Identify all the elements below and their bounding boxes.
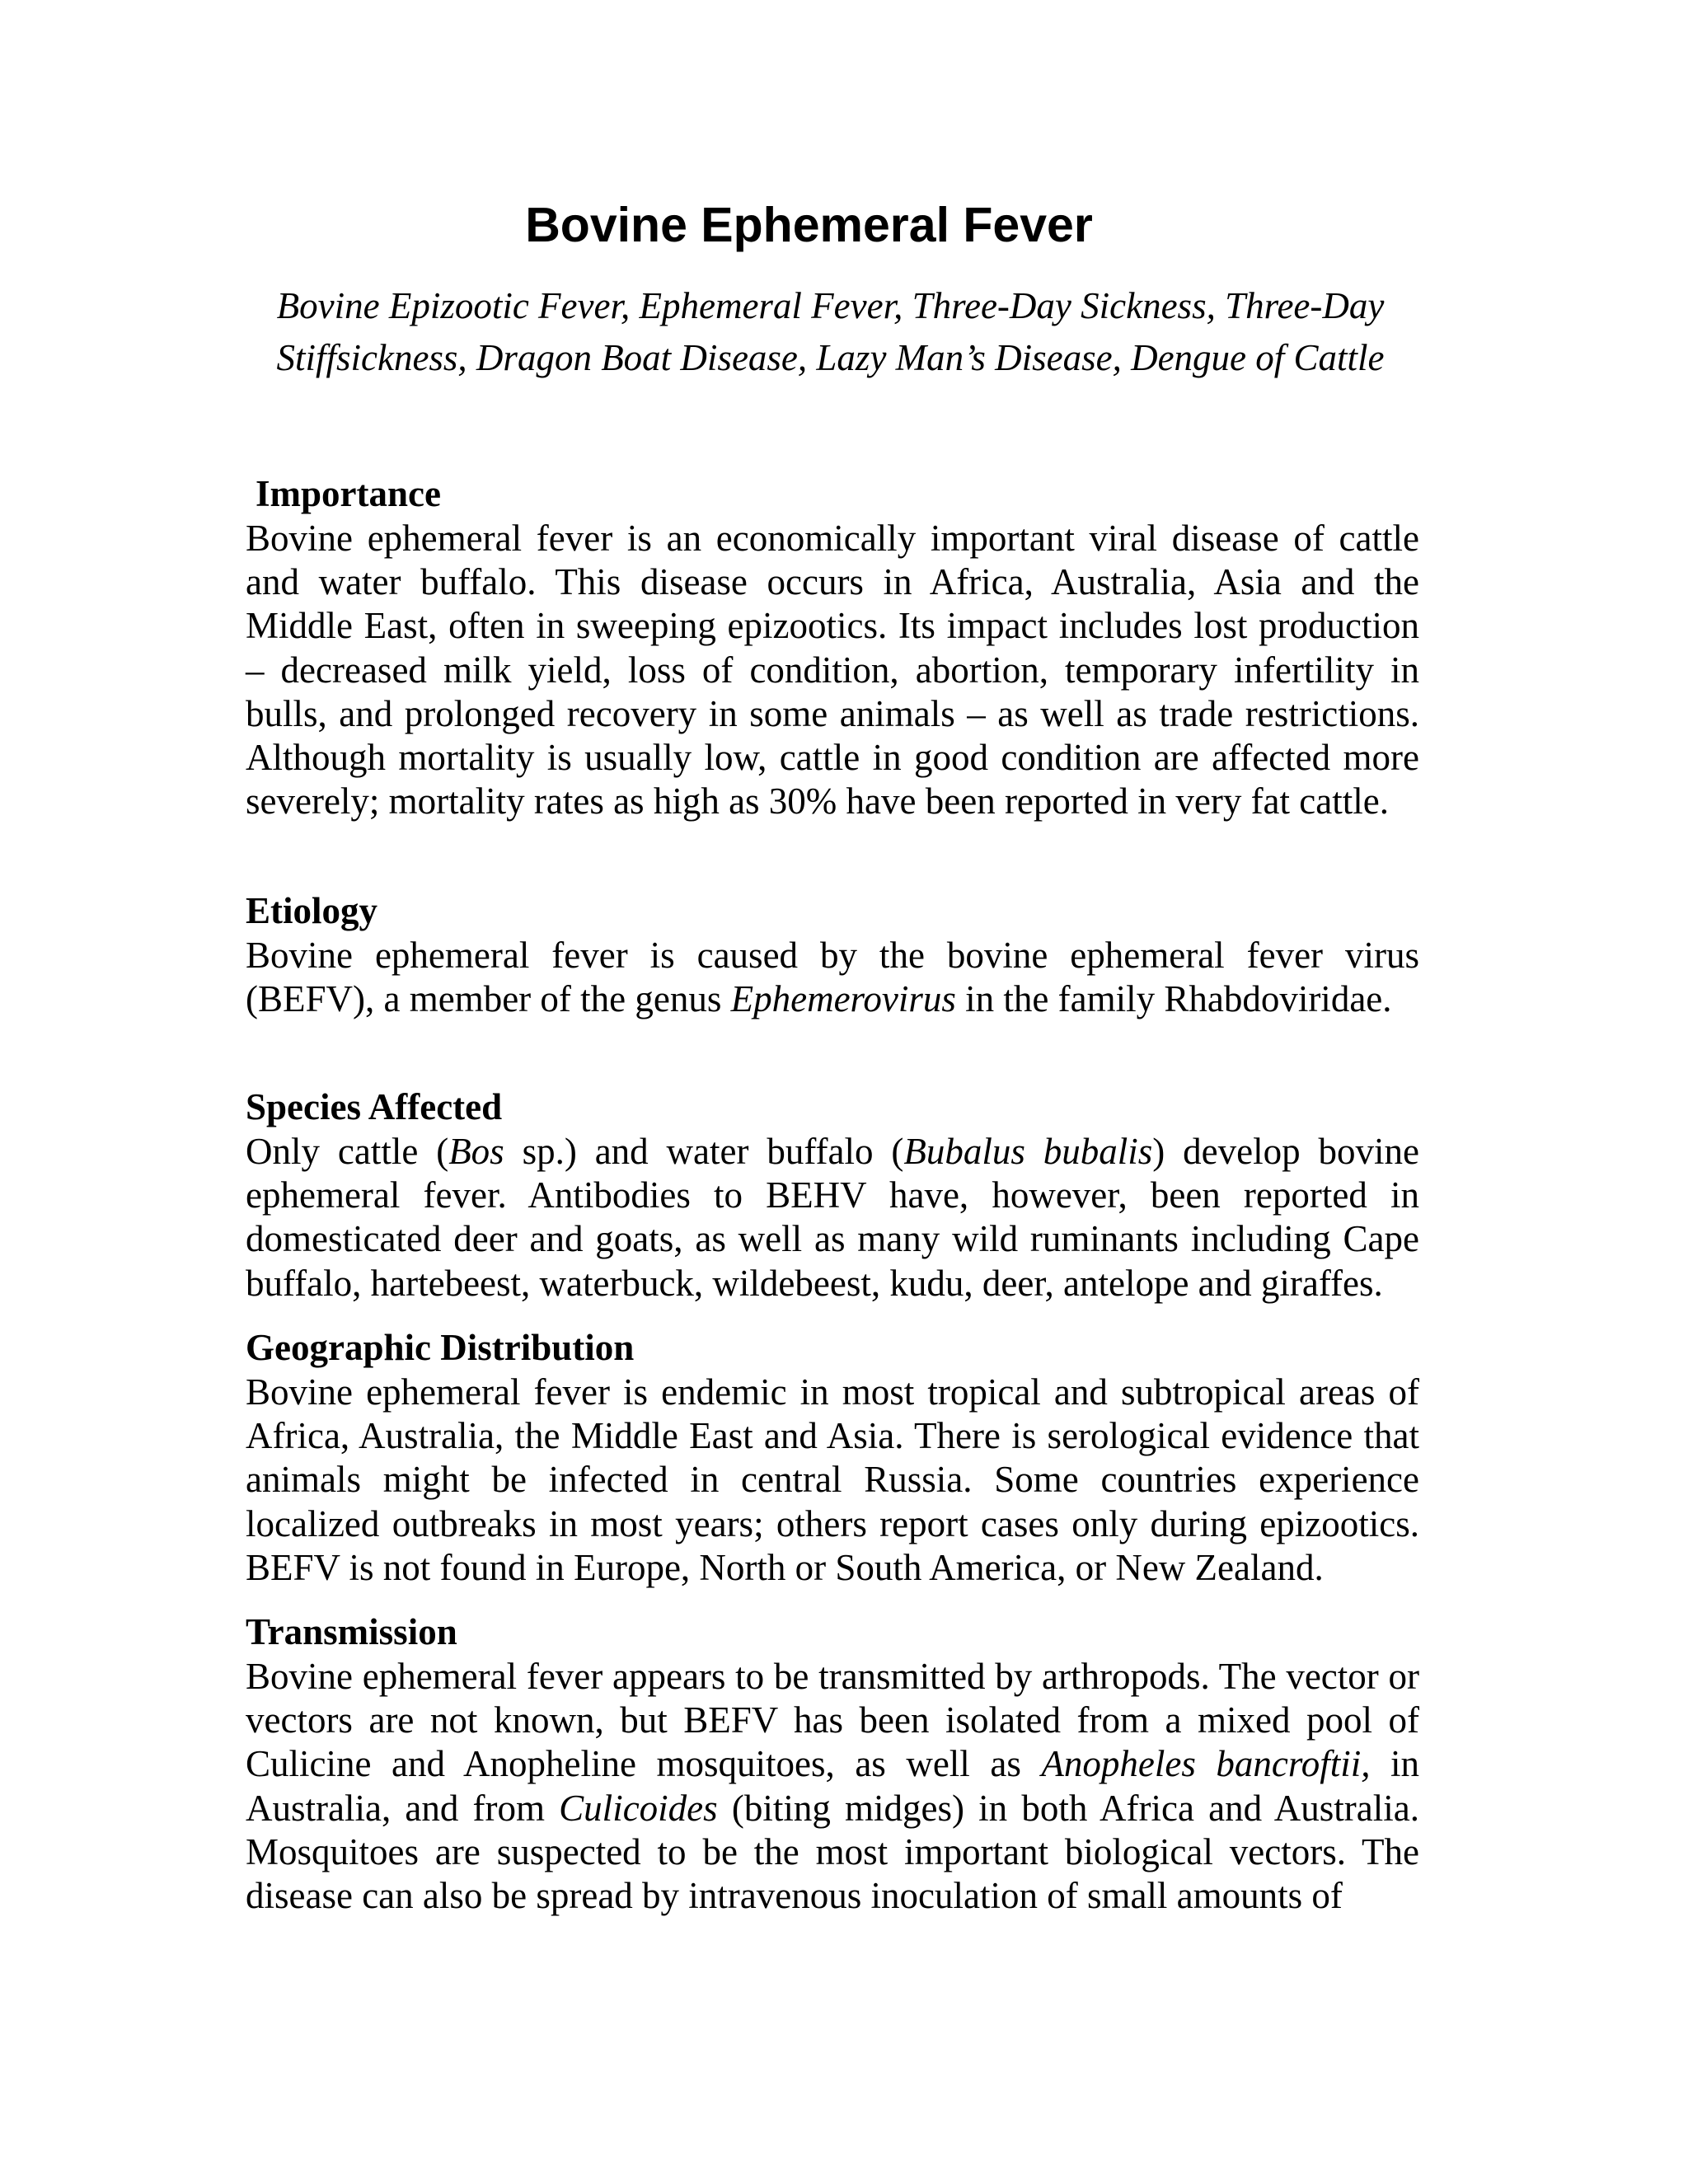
paragraph-species <box>246 1130 1419 1305</box>
section-heading-importance: Importance <box>256 473 441 514</box>
alternate-names: Bovine Epizootic Fever, Ephemeral Fever, Three-Day Sickness, Three-Day Stiffsickness, Dragon Boat Disease, Lazy Man’s Disease, Dengue of Cattle <box>276 285 1385 378</box>
genus-name-culicoides: Culicoides <box>559 1787 718 1829</box>
section-heading-transmission: Transmission <box>246 1611 457 1652</box>
text-run: in the family Rhabdoviridae. <box>955 978 1392 1020</box>
paragraph-geography: Bovine ephemeral fever is endemic in most tropical and subtropical areas of Africa, Australia, the Middle East and Asia. There is serological evidence that animals might be infected in central Russia. Some countries experience localized outbreaks in most years; others report cases only during epizootics. BEFV is not found in Europe, North or South America, or New Zealand. <box>246 1371 1419 1588</box>
section-heading-geography: Geographic Distribution <box>246 1327 635 1368</box>
page-title: Bovine Ephemeral Fever <box>525 198 1093 252</box>
paragraph-etiology <box>246 934 1419 1021</box>
text-run: Bovine ephemeral fever is caused by the bovine ephemeral fever virus (BEFV), a member of the genus <box>246 935 1419 1020</box>
species-name-bos: Bos <box>448 1131 504 1172</box>
paragraph-transmission <box>246 1655 1419 1918</box>
section-heading-species: Species Affected <box>246 1086 503 1127</box>
section-geography <box>246 1324 1419 1590</box>
section-etiology <box>246 888 1419 1021</box>
section-species <box>246 1084 1419 1305</box>
text-run: ) develop bovine ephemeral fever. Antibodies to BEHV have, however, been reported in domesticated deer and goats, as well as many wild ruminants including Cape buffalo, hartebeest, waterbuck, wildebeest, kudu, deer, antelope and giraffes. <box>246 1131 1419 1304</box>
genus-name: Ephemerovirus <box>730 978 956 1020</box>
species-name-bubalus: Bubalus bubalis <box>903 1131 1153 1172</box>
text-run: Bovine ephemeral fever appears to be transmitted by arthropods. The vector or vectors are not known, but BEFV has been isolated from a mixed pool of Culicine and Anopheline mosquitoes, as well as <box>246 1656 1419 1785</box>
paragraph-importance: Bovine ephemeral fever is an economically important viral disease of cattle and water buffalo. This disease occurs in Africa, Australia, Asia and the Middle East, often in sweeping epizootics. Its impact includes lost production – decreased milk yield, loss of condition, abortion, temporary infertility in bulls, and prolonged recovery in some animals – as well as trade restrictions. Although mortality is usually low, cattle in good condition are affected more severely; mortality rates as high as 30% have been reported in very fat cattle. <box>246 518 1419 823</box>
text-run: in Australia, and from <box>246 1743 1419 1829</box>
section-heading-etiology: Etiology <box>246 890 378 931</box>
species-name-anopheles: Anopheles bancroftii, <box>1041 1743 1371 1785</box>
text-run: Only cattle ( <box>246 1131 449 1172</box>
text-run: sp.) and water buffalo ( <box>504 1131 904 1172</box>
section-importance <box>246 471 1419 823</box>
section-transmission <box>246 1609 1419 1918</box>
text-run: (biting midges) in both Africa and Australia. Mosquitoes are suspected to be the most important biological vectors. The disease can also be spread by intravenous inoculation of small amounts of <box>246 1787 1419 1917</box>
